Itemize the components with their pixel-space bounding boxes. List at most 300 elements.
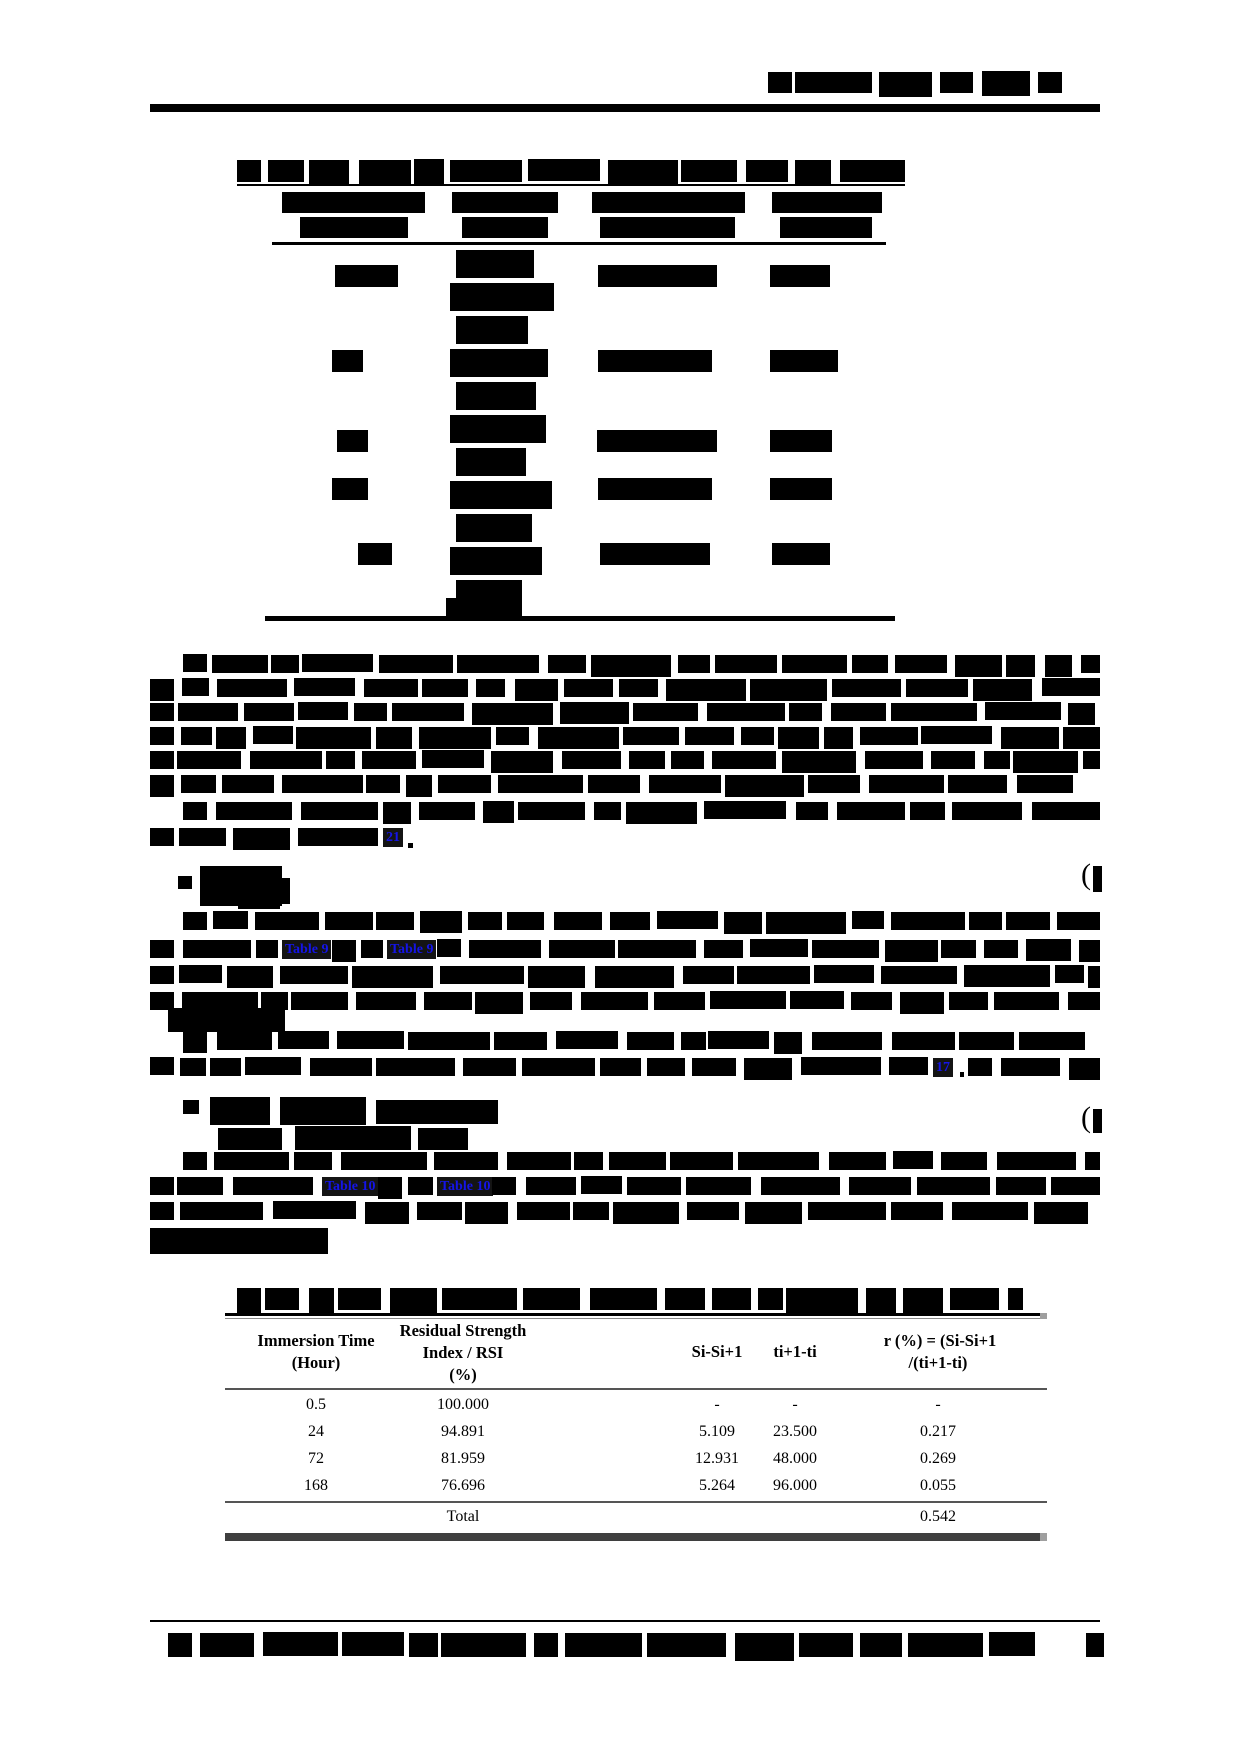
redacted-text-block: [613, 1202, 679, 1224]
redacted-text-block: [526, 1177, 576, 1195]
redacted-text-block: [960, 1072, 964, 1077]
redacted-text-block: [670, 1152, 733, 1170]
redacted-text-block: [738, 1152, 819, 1170]
redacted-text-block: [984, 940, 1018, 958]
redacted-text-block: [222, 775, 274, 793]
redacted-text-block: [295, 1126, 411, 1150]
redacted-text-block: [1079, 940, 1100, 962]
cell-total-label: Total: [446, 1508, 480, 1525]
redacted-text-block: [724, 912, 762, 934]
redacted-text-block: [338, 1288, 381, 1310]
redacted-text-block: [420, 911, 462, 933]
redacted-text-block: [952, 1202, 1028, 1220]
redacted-text-block: [233, 828, 290, 850]
redacted-text-block: [150, 679, 174, 701]
redacted-text-block: [437, 939, 461, 957]
redacted-text-block: [379, 655, 453, 673]
link-table-9-second[interactable]: Table 9: [387, 940, 436, 959]
redacted-text-block: [657, 911, 718, 929]
redacted-text-block: [210, 1097, 270, 1125]
redacted-text-block: [337, 430, 368, 452]
redacted-text-block: [891, 1202, 943, 1220]
redacted-text-block: [588, 775, 640, 793]
redacted-text-block: [799, 1633, 853, 1657]
redacted-text-block: [600, 217, 735, 238]
redacted-text-block: [598, 478, 712, 500]
header-rule: [150, 104, 1100, 112]
redacted-text-block: [515, 679, 558, 701]
col-header-immersion-time-line1: Immersion Time: [257, 1331, 375, 1350]
redacted-text-block: [301, 802, 378, 820]
redacted-text-block: [414, 159, 444, 185]
redacted-text-block: [654, 992, 705, 1010]
redacted-text-block: [770, 478, 832, 500]
redacted-text-block: [180, 1202, 263, 1220]
redacted-text-block: [507, 912, 544, 930]
redacted-text-block: [469, 940, 541, 958]
redacted-text-block: [150, 775, 174, 797]
redacted-text-block: [910, 802, 945, 820]
redacted-text-block: [1042, 678, 1100, 696]
redacted-text-block: [383, 802, 411, 824]
redacted-text-block: [772, 192, 882, 213]
redacted-text-block: [982, 71, 1030, 96]
redacted-text-block: [200, 1633, 254, 1657]
redacted-text-block: [600, 543, 710, 565]
redacted-text-block: [770, 430, 832, 452]
redacted-text-block: [766, 912, 846, 934]
cell-rsi-r2: 81.959: [441, 1450, 485, 1467]
cell-rsi-r0: 100.000: [437, 1396, 489, 1413]
col-header-si: Si-Si+1: [691, 1342, 743, 1361]
redacted-text-block: [434, 1152, 498, 1170]
redacted-text-block: [906, 679, 968, 697]
redacted-text-block: [687, 1202, 739, 1220]
redacted-text-block: [183, 1100, 199, 1114]
redacted-text-block: [150, 1228, 328, 1254]
cell-ti-r0: -: [792, 1396, 798, 1413]
redacted-text-block: [597, 430, 717, 452]
redacted-text-block: [424, 992, 472, 1010]
redacted-text-block: [365, 1202, 409, 1224]
redacted-text-block: [1026, 939, 1071, 961]
redacted-text-block: [440, 966, 524, 984]
redacted-text-block: [948, 775, 1007, 793]
redacted-text-block: [272, 242, 886, 245]
redacted-text-block: [218, 1128, 282, 1150]
cell-time-r0: 0.5: [306, 1396, 326, 1413]
col-header-r-line1: r (%) = (Si-Si+1: [883, 1331, 997, 1350]
redacted-text-block: [595, 966, 674, 988]
redacted-text-block: [450, 415, 546, 443]
redacted-text-block: [564, 679, 613, 697]
redacted-text-block: [903, 1288, 943, 1314]
redacted-text-block: [1088, 966, 1100, 988]
redacted-text-block: [450, 481, 552, 509]
redacted-text-block: [865, 751, 923, 769]
redacted-text-block: [795, 160, 831, 186]
redacted-text-block: [969, 912, 1002, 930]
redacted-text-block: [456, 514, 532, 542]
redacted-text-block: [770, 265, 830, 287]
redacted-text-block: [498, 775, 583, 793]
redacted-text-block: [1008, 1288, 1023, 1310]
redacted-text-block: [417, 1202, 462, 1220]
redacted-text-block: [450, 349, 548, 377]
redacted-text-block: [549, 940, 615, 958]
redacted-text-block: [1006, 655, 1035, 677]
redacted-text-block: [860, 1633, 902, 1657]
redacted-text-block: [565, 1633, 642, 1657]
redacted-text-block: [310, 1058, 372, 1076]
redacted-text-block: [491, 751, 553, 773]
redacted-text-block: [359, 160, 411, 186]
redacted-text-block: [790, 991, 844, 1009]
redacted-text-block: [710, 991, 786, 1009]
redacted-text-block: [745, 1202, 802, 1224]
redacted-text-block: [463, 1058, 516, 1076]
col-header-r-line2: /(ti+1-ti): [908, 1353, 968, 1372]
cell-r-r1: 0.217: [920, 1423, 956, 1440]
redacted-text-block: [268, 160, 304, 182]
redacted-text-block: [647, 1633, 726, 1657]
redacted-text-block: [337, 1031, 404, 1049]
redacted-text-block: [265, 1288, 299, 1310]
redacted-text-block: [422, 750, 484, 768]
redacted-text-block: [298, 702, 348, 720]
redacted-text-block: [476, 679, 505, 697]
redacted-text-block: [768, 72, 792, 93]
redacted-text-block: [438, 775, 491, 793]
redacted-text-block: [282, 192, 425, 213]
redacted-text-block: [908, 1633, 983, 1657]
redacted-text-block: [973, 679, 1032, 701]
redacted-text-block: [849, 1177, 911, 1195]
redacted-text-block: [253, 726, 293, 744]
redacted-text-block: [840, 160, 905, 182]
redacted-text-block: [692, 1058, 736, 1076]
redacted-text-block: [1017, 775, 1073, 793]
redacted-text-block: [179, 965, 222, 983]
redacted-text-block: [271, 655, 299, 673]
redacted-text-block: [989, 1632, 1035, 1656]
redacted-text-block: [538, 727, 619, 749]
redacted-text-block: [237, 184, 905, 186]
redacted-text-block: [335, 265, 398, 287]
cell-si-r2: 12.931: [695, 1450, 739, 1467]
redacted-text-block: [1093, 866, 1102, 892]
redacted-text-block: [528, 966, 585, 988]
link-table-10-second[interactable]: Table 10: [437, 1177, 493, 1196]
redacted-text-block: [341, 1152, 427, 1170]
redacted-text-block: [852, 655, 888, 673]
redacted-text-block: [265, 616, 895, 621]
redacted-text-block: [462, 217, 548, 238]
redacted-text-block: [237, 160, 261, 182]
redacted-text-block: [889, 1057, 928, 1075]
redacted-text-block: [390, 1288, 437, 1314]
redacted-text-block: [623, 727, 679, 745]
redacted-text-block: [408, 843, 413, 848]
redacted-text-block: [273, 1201, 356, 1219]
redacted-text-block: [1001, 727, 1059, 749]
redacted-text-block: [178, 876, 192, 889]
redacted-text-block: [741, 727, 774, 745]
redacted-text-block: [610, 912, 650, 930]
redacted-text-block: [419, 802, 475, 820]
redacted-text-block: [921, 726, 992, 744]
redacted-text-block: [678, 655, 710, 673]
redacted-text-block: [712, 751, 776, 769]
redacted-text-block: [352, 966, 433, 988]
redacted-text-block: [376, 1100, 498, 1124]
redacted-text-block: [456, 316, 528, 344]
redacted-text-block: [994, 992, 1059, 1010]
redacted-text-block: [829, 1152, 886, 1170]
redacted-text-block: [1068, 992, 1100, 1010]
redacted-text-block: [150, 703, 174, 721]
redacted-text-block: [548, 655, 586, 673]
redacted-text-block: [681, 160, 737, 182]
redacted-text-block: [238, 898, 280, 909]
redacted-text-block: [725, 775, 804, 797]
redacted-text-block: [852, 911, 884, 929]
redacted-text-block: [941, 1152, 987, 1170]
redacted-text-block: [181, 727, 212, 745]
link-reference-21[interactable]: 21: [383, 828, 403, 847]
redacted-text-block: [737, 966, 810, 984]
redacted-text-block: [831, 703, 886, 721]
redacted-text-block: [671, 751, 704, 769]
redacted-text-block: [598, 350, 712, 372]
redacted-text-block: [233, 1177, 313, 1195]
redacted-text-block: [408, 1177, 433, 1195]
cell-rsi-r3: 76.696: [441, 1477, 485, 1494]
link-table-9-first[interactable]: Table 9: [282, 940, 331, 959]
redacted-text-block: [997, 1152, 1076, 1170]
redacted-text-block: [376, 727, 412, 749]
redacted-text-block: [1063, 727, 1100, 749]
redacted-text-block: [150, 1202, 174, 1220]
redacted-text-block: [183, 940, 251, 958]
redacted-text-block: [1038, 72, 1062, 93]
redacted-text-block: [560, 702, 629, 724]
redacted-text-block: [237, 1288, 261, 1314]
col-header-ti: ti+1-ti: [773, 1342, 817, 1361]
redacted-text-block: [517, 1202, 570, 1220]
redacted-text-block: [212, 655, 268, 673]
redacted-text-block: [465, 1202, 508, 1224]
redacted-text-block: [573, 1202, 609, 1220]
redacted-text-block: [1045, 655, 1072, 677]
redacted-text-block: [263, 1632, 338, 1656]
redacted-text-block: [446, 598, 522, 616]
redacted-text-block: [574, 1152, 603, 1170]
redacted-text-block: [150, 1057, 174, 1075]
cell-ti-r2: 48.000: [773, 1450, 817, 1467]
col-header-rsi-line1: Residual Strength: [399, 1321, 527, 1340]
results-table-top-rule-2: [225, 1318, 1047, 1319]
redacted-text-block: [562, 751, 621, 769]
redacted-text-block: [746, 160, 788, 182]
col-header-immersion-time-line2: (Hour): [291, 1353, 341, 1372]
redacted-text-block: [959, 1032, 1014, 1050]
redacted-text-block: [441, 1633, 526, 1657]
redacted-text-block: [280, 1097, 366, 1125]
redacted-text-block: [406, 775, 432, 797]
redacted-text-block: [376, 912, 414, 930]
redacted-text-block: [1013, 751, 1078, 773]
redacted-text-block: [452, 192, 558, 213]
redacted-text-block: [808, 775, 860, 793]
redacted-text-block: [832, 679, 901, 697]
cell-r-r2: 0.269: [920, 1450, 956, 1467]
redacted-text-block: [496, 727, 529, 745]
redacted-text-block: [534, 1633, 558, 1657]
redacted-text-block: [294, 1152, 332, 1170]
redacted-text-block: [181, 775, 216, 793]
redacted-text-block: [941, 940, 976, 958]
redacted-text-block: [168, 1008, 285, 1032]
redacted-text-block: [358, 543, 392, 565]
redacted-text-block: [608, 160, 678, 186]
redacted-text-block: [378, 1177, 402, 1199]
redacted-text-block: [227, 966, 273, 988]
redacted-text-block: [780, 217, 872, 238]
redacted-text-block: [590, 1288, 657, 1310]
redacted-text-block: [609, 1152, 666, 1170]
redacted-text-block: [183, 912, 207, 930]
redacted-text-block: [302, 654, 373, 672]
redacted-text-block: [216, 727, 246, 749]
redacted-text-block: [475, 992, 523, 1014]
redacted-text-block: [801, 1057, 881, 1075]
cell-ti-r3: 96.000: [773, 1477, 817, 1494]
redacted-text-block: [891, 703, 977, 721]
link-reference-17[interactable]: 17: [933, 1058, 953, 1077]
redacted-text-block: [1034, 1202, 1088, 1224]
redacted-text-block: [494, 1032, 547, 1050]
redacted-text-block: [1069, 1058, 1100, 1080]
redacted-text-block: [309, 1288, 334, 1314]
redacted-text-block: [598, 265, 717, 287]
redacted-text-block: [892, 1032, 955, 1050]
redacted-text-block: [150, 751, 174, 769]
redacted-text-block: [150, 966, 174, 984]
redacted-text-block: [256, 940, 278, 958]
redacted-text-block: [278, 1031, 329, 1049]
redacted-text-block: [1083, 751, 1100, 769]
link-table-10-first[interactable]: Table 10: [322, 1177, 378, 1196]
redacted-text-block: [772, 543, 830, 565]
results-table-header-rule: [225, 1388, 1047, 1390]
redacted-text-block: [1051, 1177, 1100, 1195]
cell-r-r0: -: [935, 1396, 941, 1413]
redacted-text-block: [150, 828, 174, 846]
redacted-text-block: [851, 992, 892, 1010]
cell-time-r1: 24: [308, 1423, 324, 1440]
redacted-text-block: [1001, 1058, 1060, 1076]
redacted-text-block: [704, 801, 786, 819]
redacted-text-block: [950, 1288, 999, 1310]
redacted-text-block: [298, 828, 378, 846]
redacted-text-block: [949, 992, 988, 1010]
redacted-text-block: [530, 992, 572, 1010]
cell-si-r0: -: [714, 1396, 720, 1413]
redacted-text-block: [528, 159, 600, 181]
redacted-text-block: [472, 703, 553, 725]
redacted-text-block: [955, 655, 1002, 677]
redacted-text-block: [183, 1152, 207, 1170]
redacted-text-block: [735, 1633, 794, 1661]
cell-si-r3: 5.264: [699, 1477, 735, 1494]
redacted-text-block: [627, 1032, 674, 1050]
redacted-text-block: [931, 751, 975, 769]
redacted-text-block: [250, 751, 322, 769]
redacted-text-block: [1055, 965, 1084, 983]
redacted-text-block: [255, 912, 319, 930]
redacted-text-block: [456, 382, 536, 410]
redacted-text-block: [665, 1288, 705, 1310]
footer-rule: [150, 1620, 1100, 1622]
redacted-text-block: [309, 160, 349, 186]
redacted-text-block: [456, 250, 534, 278]
redacted-text-block: [408, 1032, 490, 1050]
redacted-text-block: [183, 802, 207, 820]
redacted-text-block: [795, 72, 872, 93]
redacted-text-block: [392, 703, 464, 721]
redacted-text-block: [591, 655, 671, 677]
equation2-number-paren: (: [1081, 1101, 1091, 1134]
redacted-text-block: [1081, 655, 1100, 673]
redacted-text-block: [814, 965, 874, 983]
redacted-text-block: [968, 1058, 992, 1076]
redacted-text-block: [1057, 912, 1100, 930]
redacted-text-block: [789, 703, 822, 721]
redacted-text-block: [900, 992, 944, 1014]
redacted-text-block: [217, 679, 287, 697]
redacted-text-block: [326, 751, 355, 769]
redacted-text-block: [940, 72, 973, 93]
redacted-text-block: [177, 1177, 223, 1195]
redacted-text-block: [364, 679, 418, 697]
redacted-text-block: [419, 727, 491, 749]
redacted-text-block: [712, 1288, 751, 1310]
redacted-text-block: [627, 1177, 681, 1195]
redacted-text-block: [917, 1177, 990, 1195]
redacted-text-block: [456, 448, 526, 476]
redacted-text-block: [183, 1031, 207, 1053]
redacted-text-block: [354, 703, 387, 721]
redacted-text-block: [744, 1058, 792, 1080]
redacted-text-block: [647, 1058, 685, 1076]
redacted-text-block: [895, 655, 947, 673]
redacted-text-block: [774, 1032, 802, 1054]
redacted-text-block: [1019, 1032, 1085, 1050]
redacted-text-block: [177, 751, 241, 769]
redacted-text-block: [885, 940, 938, 962]
redacted-text-block: [468, 912, 502, 930]
redacted-text-block: [554, 912, 602, 930]
redacted-text-block: [629, 751, 665, 769]
redacted-text-block: [581, 1176, 622, 1194]
redacted-text-block: [457, 655, 539, 673]
redacted-text-block: [860, 727, 918, 745]
redacted-text-block: [291, 992, 348, 1010]
redacted-text-block: [837, 802, 905, 820]
redacted-text-block: [1085, 1152, 1100, 1170]
redacted-text-block: [376, 1058, 455, 1076]
